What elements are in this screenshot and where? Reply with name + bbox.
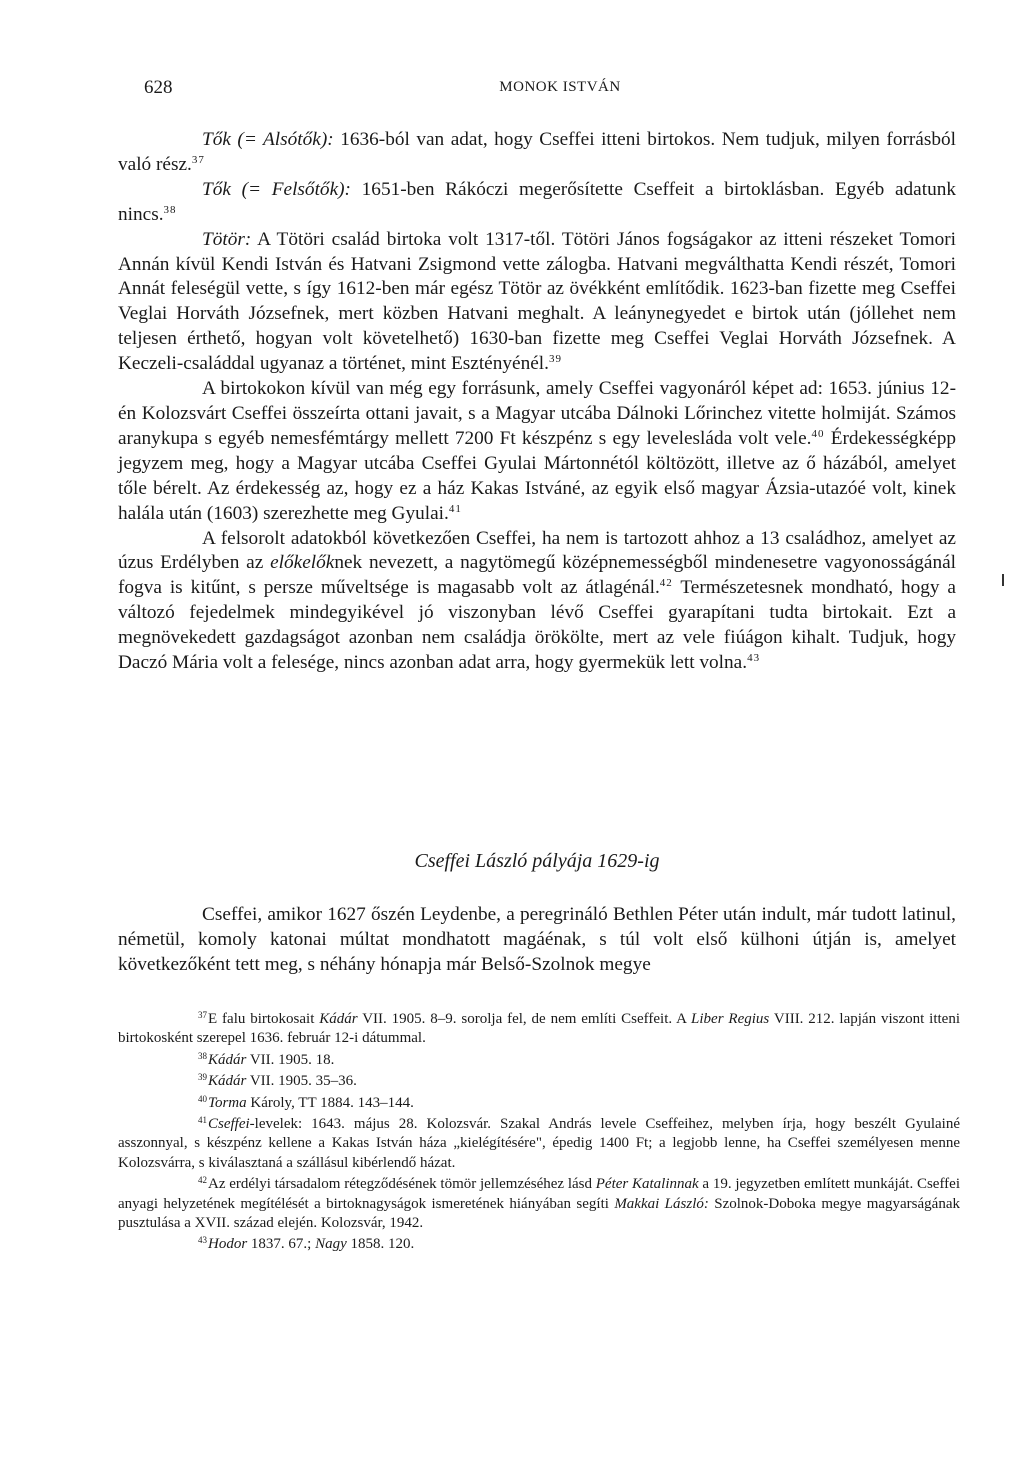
footnote-40 (118, 1094, 960, 1113)
paragraph-assets (118, 377, 956, 526)
paragraph-text: 1636-ból van adat, hogy Cseffei itteni birtokos. Nem tudjuk, milyen forrásból való rész. (118, 129, 957, 175)
footnote-ref[interactable]: 41 (448, 502, 462, 515)
footnote-text: VIII. 212. lapján viszont itteni birtokosként szerepel 1636. február 12-i dátummal. (118, 1011, 960, 1047)
margin-mark (1002, 574, 1004, 586)
footnote-text: VII. 1905. 8–9. sorolja fel, de nem említi Cseffeit. A (357, 1011, 692, 1027)
footnote-mark: 40 (198, 1093, 207, 1104)
footnote-38 (118, 1051, 960, 1070)
paragraph-text: A birtokokon kívül van még egy forrásunk, amely Cseffei vagyonáról képet ad: 1653. június 12-én Kolozsvárt Cseffei összeírta ottani javait, s a Magyar utcába Dálnoki Lőrinchez vitette holmiját. Számos aranykupa s egyéb nemesfémtárgy mellett 7200 Ft készpénz s egy levelesláda volt vele. (118, 378, 956, 449)
paragraph-text: nek nevezett, a nagytömegű középnemességből mindenesetre vagyonosságánál fogva is kitűnt, s persze műveltsége is magasabb volt az átlagénál. (118, 552, 957, 599)
footnote-ref[interactable]: 40 (811, 427, 825, 440)
footnote-italic: Péter Katalinnak (595, 1176, 699, 1193)
paragraph-text: Érdekességképp jegyzem meg, hogy a Magyar utcába Cseffei Gyulai Mártonnétól költözött, illetve az ő házából, amelyet tőle bérelt. Az érdekesség az, hogy ez a ház Kakas Istváné, az egyik első magyar Ázsia-utazóé volt, kinek halála után (1603) szerezhette meg Gyulai. (118, 427, 956, 524)
paragraph-text: 1651-ben Rákóczi megerősítette Cseffeit a birtoklásban. Egyéb adatunk nincs. (118, 178, 956, 225)
footnote-mark: 38 (198, 1050, 207, 1061)
page-header (144, 77, 976, 101)
footnote-text: 1837. 67.; (247, 1236, 316, 1253)
footnote-italic: Makkai László: (614, 1195, 709, 1212)
section-paragraph: Cseffei, amikor 1627 őszén Leydenbe, a peregrináló Bethlen Péter után indult, már tudott latinul, németül, komoly katonai múltat mondhatott magáénak, s túl volt első külhoni útján is, amelyet következőként tett meg, s néhány hónapja már Belső-Szolnok megye (118, 904, 956, 975)
footnote-mark: 42 (198, 1175, 207, 1186)
section-text (118, 903, 956, 978)
page-number: 628 (144, 77, 173, 98)
footnote-mark: 37 (198, 1010, 207, 1020)
footnote-text: VII. 1905. 18. (246, 1051, 335, 1068)
footnote-mark: 43 (198, 1235, 207, 1246)
footnote-text: Károly, TT 1884. 143–144. (246, 1094, 414, 1111)
paragraph-felsotok (118, 178, 956, 228)
footnote-ref[interactable]: 37 (191, 153, 205, 166)
section-heading: Cseffei László pályája 1629-ig (414, 850, 660, 872)
footnote-text: Az erdélyi társadalom rétegződésének tömör jellemzéséhez lásd (208, 1176, 596, 1193)
paragraph-text: A felsorolt adatokból következően Cseffei, ha nem is tartozott ahhoz a 13 családhoz, amelyet az úzus Erdélyben az (118, 527, 956, 574)
footnote-italic: Kádár (208, 1051, 247, 1068)
footnote-43 (118, 1235, 960, 1254)
paragraph-text: A Tötöri család birtoka volt 1317-től. Tötöri János fogságakor az itteni részeket Tomori Annán kívül Kendi István és Hatvani Zsigmond vette zálogba. Hatvani megválthatta Kendi részét, Tomori Annát feleségül vette, s így 1612-ben már egész Tötör az övékként említődik. 1623-ban fizette meg Cseffei Veglai Horváth Józsefnek, mert közben Hatvani meghalt. A leánynegyedet e birtok után (jóllehet nem teljesen érthető, hogyan volt követelhető) 1630-ban fizette meg Cseffei Veglai Horváth Józsefnek. A Keczeli-családdal ugyanaz a történet, mint Esztényénél. (118, 228, 956, 375)
running-head: MONOK ISTVÁN (499, 79, 621, 95)
footnote-text: -levelek: 1643. május 28. Kolozsvár. Szakal András levele Cseffeihez, melyben írja, hogy beszélt Gyulainé asszonnyal, s készpénz kellene a Kakas István háza „kielégítésére", épedig 1400 Ft; a legjobb lenne, ha Cseffei személyesen menne Kolozsvárra, s kiválasztaná a szállásul kibérlendő házat. (118, 1116, 960, 1171)
footnote-text: E falu birtokosait (208, 1011, 320, 1027)
place-term: Tők (= Felsőtők): (202, 178, 351, 200)
footnote-italic: Hodor (208, 1236, 248, 1253)
footnote-italic: Liber Regius (691, 1011, 770, 1027)
italic-term: előkelők (270, 552, 335, 574)
footnote-mark: 39 (198, 1072, 207, 1083)
paragraph-alsotok (118, 128, 956, 178)
footnote-italic: Kádár (208, 1073, 247, 1090)
place-term: Tötör: (202, 228, 252, 250)
footnote-mark: 41 (198, 1115, 207, 1126)
footnote-41 (118, 1115, 960, 1173)
footnote-italic: Kádár (319, 1011, 358, 1027)
footnote-text: 1858. 120. (346, 1236, 415, 1253)
footnote-ref[interactable]: 42 (659, 577, 673, 590)
footnote-italic: Cseffei (208, 1116, 250, 1133)
paragraph-totor (118, 228, 956, 377)
footnote-text: a 19. jegyzetben említett munkáját. Cseffei anyagi helyzetének megítélését a birtoknagyságok ismeretének hiányában segíti (118, 1176, 960, 1212)
paragraph-summary (118, 527, 956, 676)
place-term: Tők (= Alsótők): (202, 129, 334, 150)
footnote-42 (118, 1175, 960, 1233)
footnotes (118, 1010, 960, 1257)
footnote-italic: Nagy (315, 1236, 347, 1253)
paragraph-text: Természetesnek mondható, hogy a változó fejedelmek mindegyikével jó viszonyban lévő Cseffei gyarapítani tudta birtokait. Ezt a megnövekedett gazdagságot azonban nem családja örökölte, mert az vele fiúágon kihalt. Tudjuk, hogy Daczó Mária volt a felesége, nincs azonban adat arra, hogy gyermekük lett volna. (118, 577, 956, 674)
footnote-text: Szolnok-Doboka megye magyarságának pusztulása a XVII. század elején. Kolozsvár, 1942. (118, 1195, 960, 1232)
main-text (118, 128, 956, 676)
footnote-italic: Torma (208, 1094, 247, 1111)
footnote-ref[interactable]: 38 (163, 203, 177, 216)
footnote-text: VII. 1905. 35–36. (246, 1073, 357, 1090)
footnote-39 (118, 1072, 960, 1091)
footnote-ref[interactable]: 43 (747, 652, 761, 665)
footnote-ref[interactable]: 39 (548, 353, 562, 366)
footnote-37 (118, 1010, 960, 1049)
